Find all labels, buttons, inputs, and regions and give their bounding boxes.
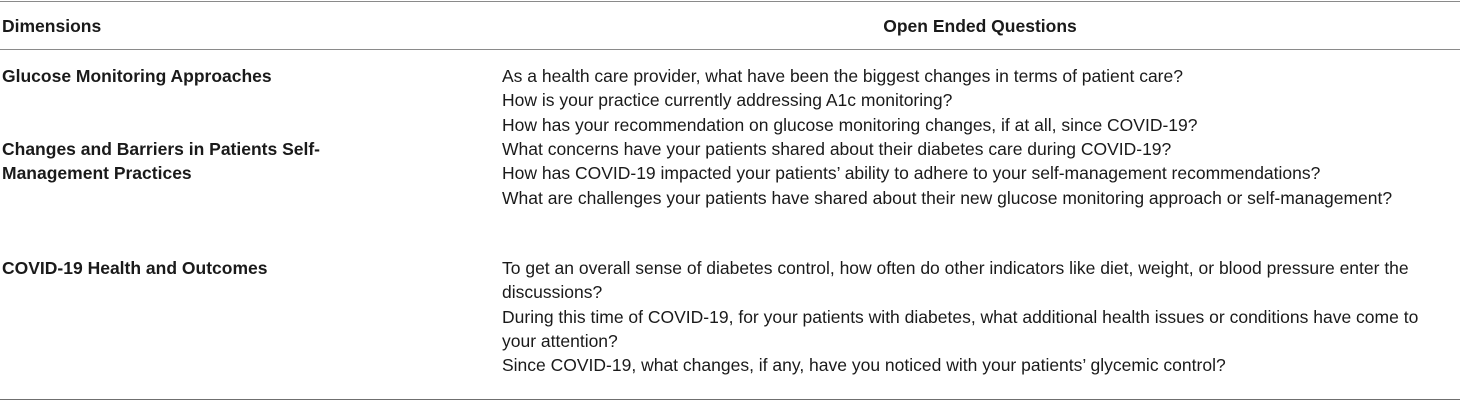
question-item: How has your recommendation on glucose monitoring changes, if at all, since COVID-19? [502,114,1198,135]
question-item: Since COVID-19, what changes, if any, have you noticed with your patients’ glycemic control? [502,355,1226,376]
table-header-row [0,0,1460,50]
header-open-ended-questions: Open Ended Questions [883,16,1077,36]
header-dimensions: Dimensions [2,16,102,36]
question-item: How is your practice currently addressing A1c monitoring? [502,90,953,111]
dimension-cell: Changes and Barriers in Patients Self-Management Practices [2,139,321,184]
questions-cell [502,64,1452,137]
question-item: During this time of COVID-19, for your patients with diabetes, what additional health issues or conditions have come to your attention? [502,306,1419,351]
table-bottom-rule [0,399,1460,400]
question-item: To get an overall sense of diabetes control, how often do other indicators like diet, weight, or blood pressure enter the discussions? [502,258,1409,303]
question-item: What concerns have your patients shared about their diabetes care during COVID-19? [502,139,1172,159]
question-item: How has COVID-19 impacted your patients’ ability to adhere to your self-management recommendations? [502,163,1321,184]
questions-cell [502,137,1452,210]
questions-cell [502,256,1452,377]
question-item: What are challenges your patients have shared about their new glucose monitoring approach or self-management? [502,187,1393,208]
dimension-cell: COVID-19 Health and Outcomes [2,258,268,278]
header-divider-rule [0,49,1460,50]
dimension-cell: Glucose Monitoring Approaches [2,66,272,86]
question-item: As a health care provider, what have been the biggest changes in terms of patient care? [502,66,1183,86]
